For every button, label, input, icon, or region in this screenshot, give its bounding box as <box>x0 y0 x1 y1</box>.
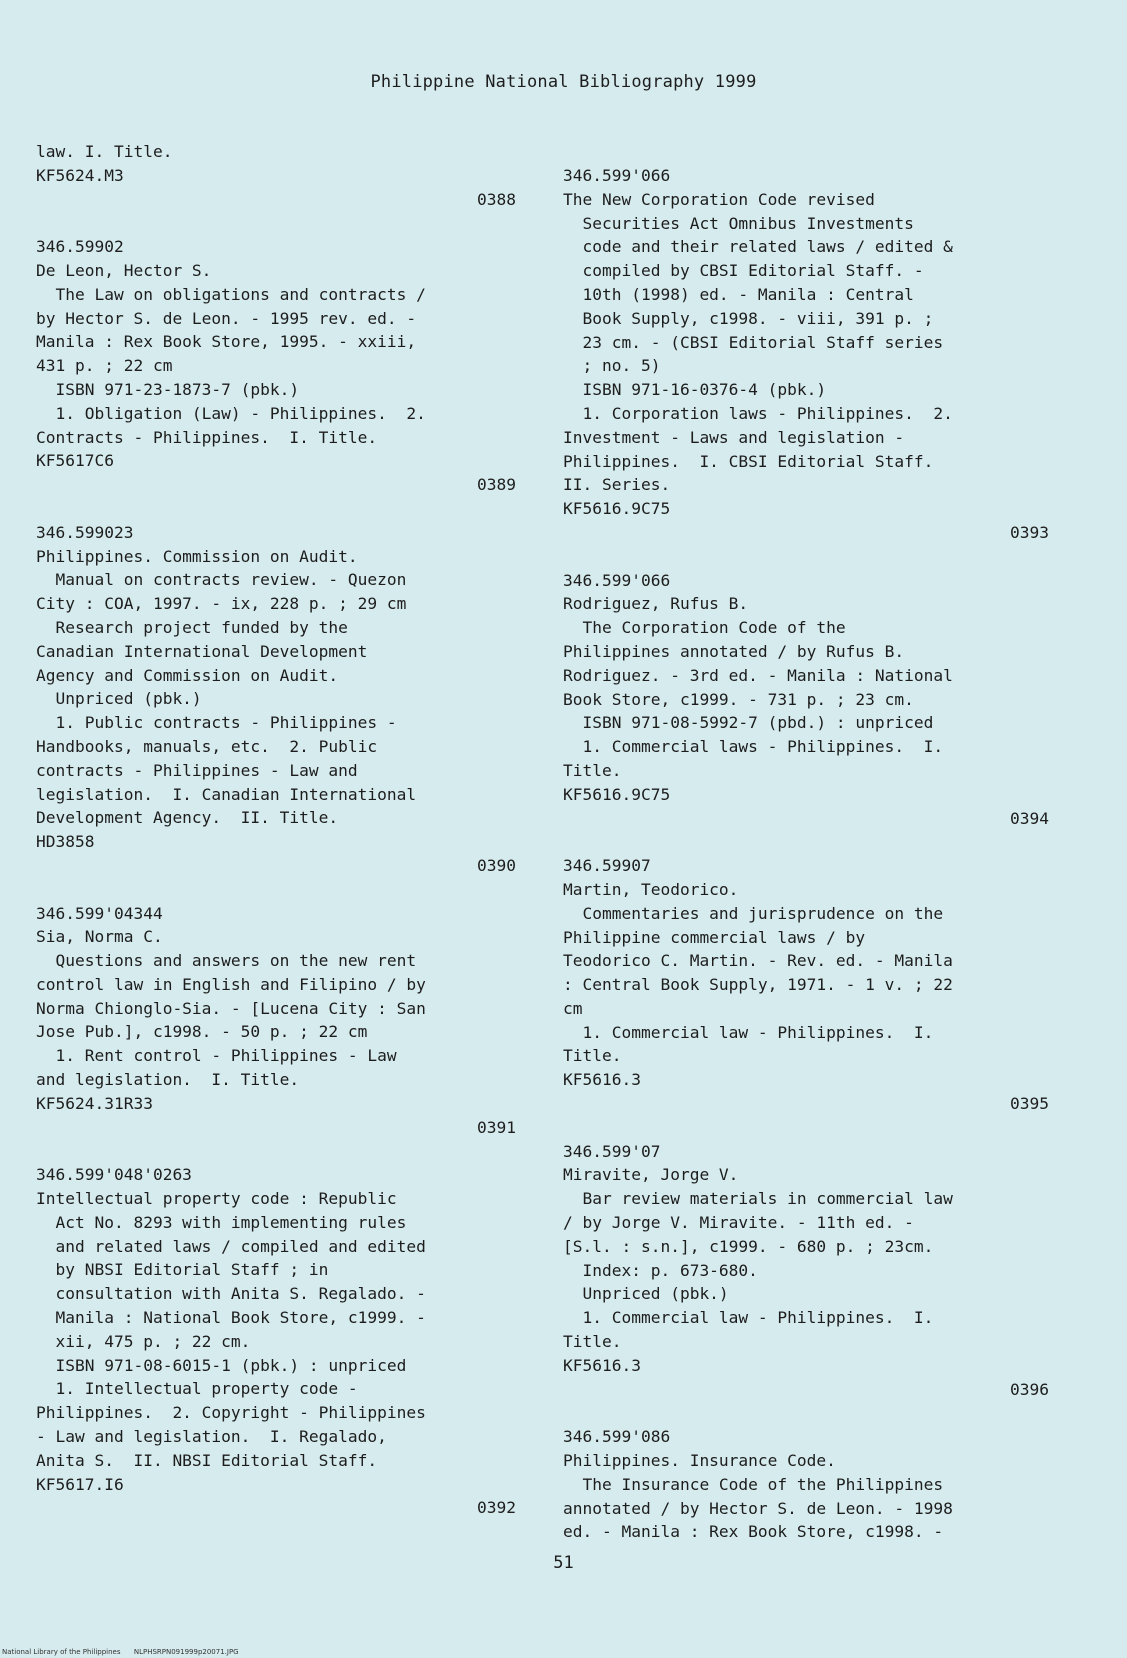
entry-line: 1. Commercial law - Philippines. I. <box>563 1308 934 1328</box>
entry-line: Philippines. Insurance Code. <box>563 1451 836 1471</box>
bibliography-entry <box>563 854 1049 1116</box>
entry-line: annotated / by Hector S. de Leon. - 1998 <box>563 1498 953 1518</box>
bibliography-entry <box>563 1140 1049 1402</box>
entry-number: 0389 <box>477 475 516 495</box>
entry-line: cm <box>563 998 583 1018</box>
entry-line: KF5616.9C75 <box>563 499 671 519</box>
entry-number: 0395 <box>1010 1094 1049 1114</box>
entry-line: Development Agency. II. Title. <box>36 808 339 828</box>
entry-line: Book Supply, c1998. - viii, 391 p. ; <box>563 308 934 328</box>
entry-line: De Leon, Hector S. <box>36 260 212 280</box>
entry-line: Act No. 8293 with implementing rules <box>36 1212 407 1232</box>
entry-line: Investment - Laws and legislation - <box>563 427 905 447</box>
entry-line: Rodriguez. - 3rd ed. - Manila : National <box>563 665 953 685</box>
entry-line: Intellectual property code : Republic <box>36 1189 397 1209</box>
entry-line: 1. Obligation (Law) - Philippines. 2. <box>36 403 426 423</box>
entry-line: Philippine commercial laws / by <box>563 927 866 947</box>
entry-line: Sia, Norma C. <box>36 927 163 947</box>
entry-line: / by Jorge V. Miravite. - 11th ed. - <box>563 1213 914 1233</box>
entry-line: 346.59907 <box>563 856 651 876</box>
entry-line: Bar review materials in commercial law <box>563 1189 953 1209</box>
entry-line: Research project funded by the <box>36 617 348 637</box>
entry-line: Index: p. 673-680. <box>563 1260 758 1280</box>
entry-line: ISBN 971-16-0376-4 (pbk.) <box>563 380 827 400</box>
entry-line: Miravite, Jorge V. <box>563 1165 739 1185</box>
entry-line: 23 cm. - (CBSI Editorial Staff series <box>563 332 944 352</box>
entry-line: code and their related laws / edited & <box>563 237 953 257</box>
entry-line: KF5617C6 <box>36 451 114 471</box>
entry-line: Commentaries and jurisprudence on the <box>563 903 944 923</box>
entry-number: 0393 <box>1010 522 1049 542</box>
bibliography-entry <box>36 1163 516 1520</box>
right-column <box>563 164 1049 1568</box>
bibliography-entry <box>36 902 516 1140</box>
entry-line: by Hector S. de Leon. - 1995 rev. ed. - <box>36 308 417 328</box>
entry-line: The Insurance Code of the Philippines <box>563 1474 944 1494</box>
entry-line: 346.599'048'0263 <box>36 1165 192 1185</box>
entry-line: Philippines. Commission on Audit. <box>36 546 358 566</box>
bibliography-entry <box>563 164 1049 545</box>
entry-line: Philippines. I. CBSI Editorial Staff. <box>563 451 934 471</box>
entry-number: 0390 <box>477 855 516 875</box>
entry-line: Title. <box>563 760 622 780</box>
entry-line: ISBN 971-08-5992-7 (pbd.) : unpriced <box>563 713 934 733</box>
entry-line: KF5616.3 <box>563 1355 641 1375</box>
bibliography-entry <box>36 521 516 878</box>
entry-line: Agency and Commission on Audit. <box>36 665 339 685</box>
entry-line: ISBN 971-08-6015-1 (pbk.) : unpriced <box>36 1355 407 1375</box>
entry-line: and legislation. I. Title. <box>36 1070 300 1090</box>
entry-line: Handbooks, manuals, etc. 2. Public <box>36 736 378 756</box>
entry-line: Unpriced (pbk.) <box>36 689 202 709</box>
entry-line: The Law on obligations and contracts / <box>36 284 426 304</box>
entry-line: compiled by CBSI Editorial Staff. - <box>563 261 924 281</box>
entry-line: 346.59902 <box>36 237 124 257</box>
entry-line: 346.599'04344 <box>36 903 163 923</box>
entry-line: Philippines. 2. Copyright - Philippines <box>36 1403 426 1423</box>
entry-line: 346.599'07 <box>563 1141 661 1161</box>
entry-line: 10th (1998) ed. - Manila : Central <box>563 284 914 304</box>
entry-line: xii, 475 p. ; 22 cm. <box>36 1331 251 1351</box>
entry-number: 0392 <box>477 1498 516 1518</box>
entry-line: II. Series. <box>563 475 671 495</box>
entry-line: by NBSI Editorial Staff ; in <box>36 1260 329 1280</box>
entry-line: 1. Commercial laws - Philippines. I. <box>563 737 944 757</box>
entry-line: KF5617.I6 <box>36 1474 124 1494</box>
entry-line: 346.599'066 <box>563 166 671 185</box>
entry-line: consultation with Anita S. Regalado. - <box>36 1284 426 1304</box>
entry-line: contracts - Philippines - Law and <box>36 760 358 780</box>
bibliography-entry <box>36 140 516 211</box>
entry-line: Securities Act Omnibus Investments <box>563 213 914 233</box>
entry-line: 346.599'066 <box>563 570 671 590</box>
entry-line: law. I. Title. <box>36 142 173 161</box>
entry-number: 0394 <box>1010 808 1049 828</box>
entry-line: HD3858 <box>36 832 95 852</box>
entry-line: ISBN 971-23-1873-7 (pbk.) <box>36 379 300 399</box>
entry-line: Title. <box>563 1332 622 1352</box>
entry-line: Philippines annotated / by Rufus B. <box>563 641 905 661</box>
entry-line: - Law and legislation. I. Regalado, <box>36 1427 387 1447</box>
entry-line: Manila : National Book Store, c1999. - <box>36 1308 426 1328</box>
entry-line: The Corporation Code of the <box>563 618 846 638</box>
bibliography-entry <box>563 569 1049 831</box>
entry-line: Canadian International Development <box>36 641 368 661</box>
bibliography-entry <box>563 1425 1049 1544</box>
entry-number: 0396 <box>1010 1379 1049 1399</box>
entry-line: 1. Public contracts - Philippines - <box>36 713 397 733</box>
entry-line: ed. - Manila : Rex Book Store, c1998. - <box>563 1522 944 1542</box>
entry-line: The New Corporation Code revised <box>563 189 875 209</box>
entry-line: Anita S. II. NBSI Editorial Staff. <box>36 1450 378 1470</box>
entry-line: Jose Pub.], c1998. - 50 p. ; 22 cm <box>36 1022 368 1042</box>
entry-line: KF5624.M3 <box>36 165 124 185</box>
entry-line: Teodorico C. Martin. - Rev. ed. - Manila <box>563 951 953 971</box>
page-number: 51 <box>553 1553 574 1573</box>
entry-line: 346.599'086 <box>563 1427 671 1447</box>
entry-line: 1. Rent control - Philippines - Law <box>36 1046 397 1066</box>
page-header: Philippine National Bibliography 1999 <box>370 72 757 92</box>
entry-line: legislation. I. Canadian International <box>36 784 417 804</box>
entry-number: 0388 <box>477 189 516 209</box>
entry-line: ; no. 5) <box>563 356 661 376</box>
entry-line: 431 p. ; 22 cm <box>36 356 173 376</box>
entry-line: Rodriguez, Rufus B. <box>563 594 749 614</box>
entry-line: KF5616.9C75 <box>563 784 671 804</box>
left-column <box>36 140 516 1544</box>
entry-line: City : COA, 1997. - ix, 228 p. ; 29 cm <box>36 594 407 614</box>
entry-line: KF5624.31R33 <box>36 1093 153 1113</box>
entry-line: 1. Commercial law - Philippines. I. <box>563 1022 934 1042</box>
entry-line: Contracts - Philippines. I. Title. <box>36 427 378 447</box>
entry-line: : Central Book Supply, 1971. - 1 v. ; 22 <box>563 975 953 995</box>
entry-line: Unpriced (pbk.) <box>563 1284 729 1304</box>
entry-line: KF5616.3 <box>563 1070 641 1090</box>
entry-line: Book Store, c1999. - 731 p. ; 23 cm. <box>563 689 914 709</box>
entry-number: 0391 <box>477 1117 516 1137</box>
entry-line: Norma Chionglo-Sia. - [Lucena City : San <box>36 998 426 1018</box>
scan-footer: National Library of the Philippines NLPHSRPN091999p20071.JPG <box>2 1648 239 1656</box>
entry-line: 1. Intellectual property code - <box>36 1379 358 1399</box>
entry-line: Title. <box>563 1046 622 1066</box>
entry-line: control law in English and Filipino / by <box>36 974 426 994</box>
entry-line: 346.599023 <box>36 522 134 542</box>
entry-line: Manual on contracts review. - Quezon <box>36 570 407 590</box>
entry-line: Manila : Rex Book Store, 1995. - xxiii, <box>36 332 417 352</box>
entry-line: [S.l. : s.n.], c1999. - 680 p. ; 23cm. <box>563 1236 934 1256</box>
entry-line: and related laws / compiled and edited <box>36 1236 426 1256</box>
bibliography-entry <box>36 235 516 497</box>
entry-line: Questions and answers on the new rent <box>36 951 417 971</box>
entry-line: 1. Corporation laws - Philippines. 2. <box>563 403 953 423</box>
entry-line: Martin, Teodorico. <box>563 879 739 899</box>
